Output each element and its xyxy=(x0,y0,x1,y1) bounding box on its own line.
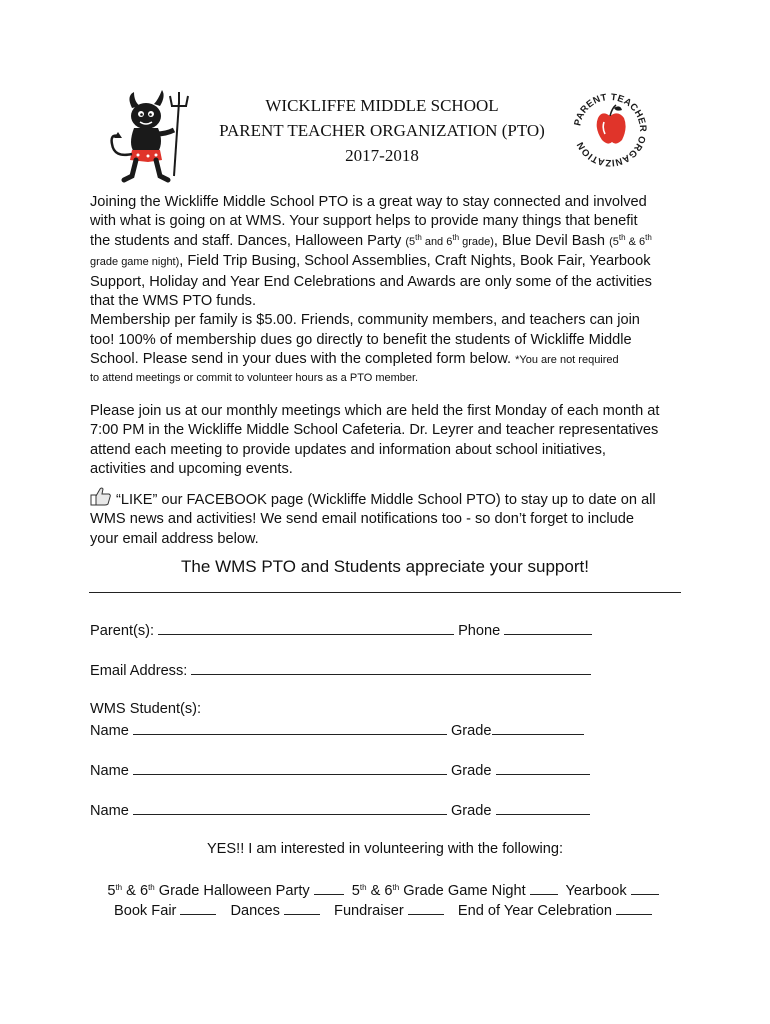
membership-line xyxy=(90,350,690,370)
volunteer-halloween-blank[interactable] xyxy=(314,880,344,895)
intro-line: that the WMS PTO funds. xyxy=(90,293,257,310)
student-grade-field[interactable] xyxy=(496,800,590,815)
intro-line xyxy=(90,232,690,252)
intro-grade-note: grade game night) xyxy=(90,256,180,269)
grade-label: Grade xyxy=(450,723,492,739)
volunteer-heading: YES!! I am interested in volunteering with the following: xyxy=(206,841,564,857)
meetings-line: 7:00 PM in the Wickliffe Middle School Cafeteria. Dr. Leyrer and teacher representatives xyxy=(90,422,659,439)
parents-field[interactable] xyxy=(158,620,454,635)
volunteer-option-halloween: 5th & 6th Grade Halloween Party xyxy=(107,883,310,899)
email-field[interactable] xyxy=(191,660,591,675)
email-row xyxy=(90,660,595,681)
student-name-field[interactable] xyxy=(133,720,447,735)
volunteer-option-fundraiser: Fundraiser xyxy=(334,903,404,919)
phone-label: Phone xyxy=(458,623,501,639)
intro-grade-note: (5th & 6th xyxy=(609,232,652,248)
name-label: Name xyxy=(90,763,129,779)
membership-note-line: to attend meetings or commit to volunteer hours as a PTO member. xyxy=(90,371,419,384)
volunteer-row-2 xyxy=(90,900,680,921)
email-label: Email Address: xyxy=(90,663,188,679)
intro-paragraph xyxy=(90,193,690,386)
parents-row xyxy=(90,620,596,641)
volunteer-game-night-blank[interactable] xyxy=(530,880,558,895)
membership-note: *You are not required xyxy=(515,354,619,367)
meetings-line: Please join us at our monthly meetings which are held the first Monday of each month at xyxy=(90,403,660,419)
volunteer-option-end-of-year: End of Year Celebration xyxy=(457,903,613,919)
appreciate-heading: The WMS PTO and Students appreciate your support! xyxy=(181,557,589,576)
volunteer-row-1 xyxy=(90,880,680,901)
facebook-line: WMS news and activities! We send email notifications too - so don’t forget to include xyxy=(90,511,635,528)
volunteer-option-dances: Dances xyxy=(230,903,280,919)
meetings-paragraph xyxy=(90,402,690,480)
student-row xyxy=(90,760,594,781)
divider-line xyxy=(89,592,681,593)
intro-text: the students and staff. Dances, Halloween Party xyxy=(90,232,406,249)
volunteer-book-fair-blank[interactable] xyxy=(180,900,216,915)
name-label: Name xyxy=(90,723,129,739)
facebook-line: your email address below. xyxy=(90,530,259,547)
intro-line: Joining the Wickliffe Middle School PTO is a great way to stay connected and involved xyxy=(90,194,647,210)
student-row xyxy=(90,800,594,821)
volunteer-yearbook-blank[interactable] xyxy=(631,880,659,895)
volunteer-dances-blank[interactable] xyxy=(284,900,320,915)
membership-line: too! 100% of membership dues go directly to benefit the students of Wickliffe Middle xyxy=(90,331,632,348)
intro-text: , Field Trip Busing, School Assemblies, Craft Nights, Book Fair, Yearbook xyxy=(179,253,651,270)
phone-field[interactable] xyxy=(504,620,592,635)
flyer-title xyxy=(180,93,584,168)
meetings-line: activities and upcoming events. xyxy=(90,461,293,478)
volunteer-fundraiser-blank[interactable] xyxy=(408,900,444,915)
student-row xyxy=(90,720,588,741)
student-name-field[interactable] xyxy=(133,760,447,775)
intro-line xyxy=(90,252,690,272)
intro-line: Support, Holiday and Year End Celebrations and Awards are only some of the activities xyxy=(90,273,652,290)
facebook-line xyxy=(90,486,690,510)
students-label: WMS Student(s): xyxy=(90,701,202,717)
name-label: Name xyxy=(90,803,129,819)
grade-label: Grade xyxy=(450,803,492,819)
thumbs-up-icon xyxy=(90,486,112,506)
membership-line: Membership per family is $5.00. Friends, community members, and teachers can join xyxy=(90,312,640,329)
school-name: WICKLIFFE MIDDLE SCHOOL xyxy=(265,96,499,115)
organization-name: PARENT TEACHER ORGANIZATION (PTO) xyxy=(219,121,545,140)
intro-grade-note: (5th and 6th grade) xyxy=(405,232,494,248)
student-name-field[interactable] xyxy=(133,800,447,815)
svg-text:PARENT TEACHER ORGANIZATION: PARENT TEACHER ORGANIZATION xyxy=(572,91,649,169)
facebook-text: “LIKE” our FACEBOOK page (Wickliffe Middle School PTO) to stay up to date on all xyxy=(116,492,656,508)
parents-label: Parent(s): xyxy=(90,623,155,639)
intro-line: with what is going on at WMS. Your support helps to provide many things that benefit xyxy=(90,213,638,230)
student-grade-field[interactable] xyxy=(492,720,584,735)
volunteer-option-game-night: 5th & 6th Grade Game Night xyxy=(351,883,526,899)
intro-text: , Blue Devil Bash xyxy=(493,232,610,249)
grade-label: Grade xyxy=(450,763,492,779)
volunteer-option-yearbook: Yearbook xyxy=(565,883,627,899)
meetings-line: attend each meeting to provide updates and information about school initiatives, xyxy=(90,441,606,458)
student-grade-field[interactable] xyxy=(496,760,590,775)
volunteer-option-book-fair: Book Fair xyxy=(113,903,177,919)
school-year: 2017-2018 xyxy=(345,146,419,165)
volunteer-end-of-year-blank[interactable] xyxy=(616,900,652,915)
intro-text: School. Please send in your dues with the completed form below. xyxy=(90,351,516,368)
facebook-paragraph xyxy=(90,486,690,549)
